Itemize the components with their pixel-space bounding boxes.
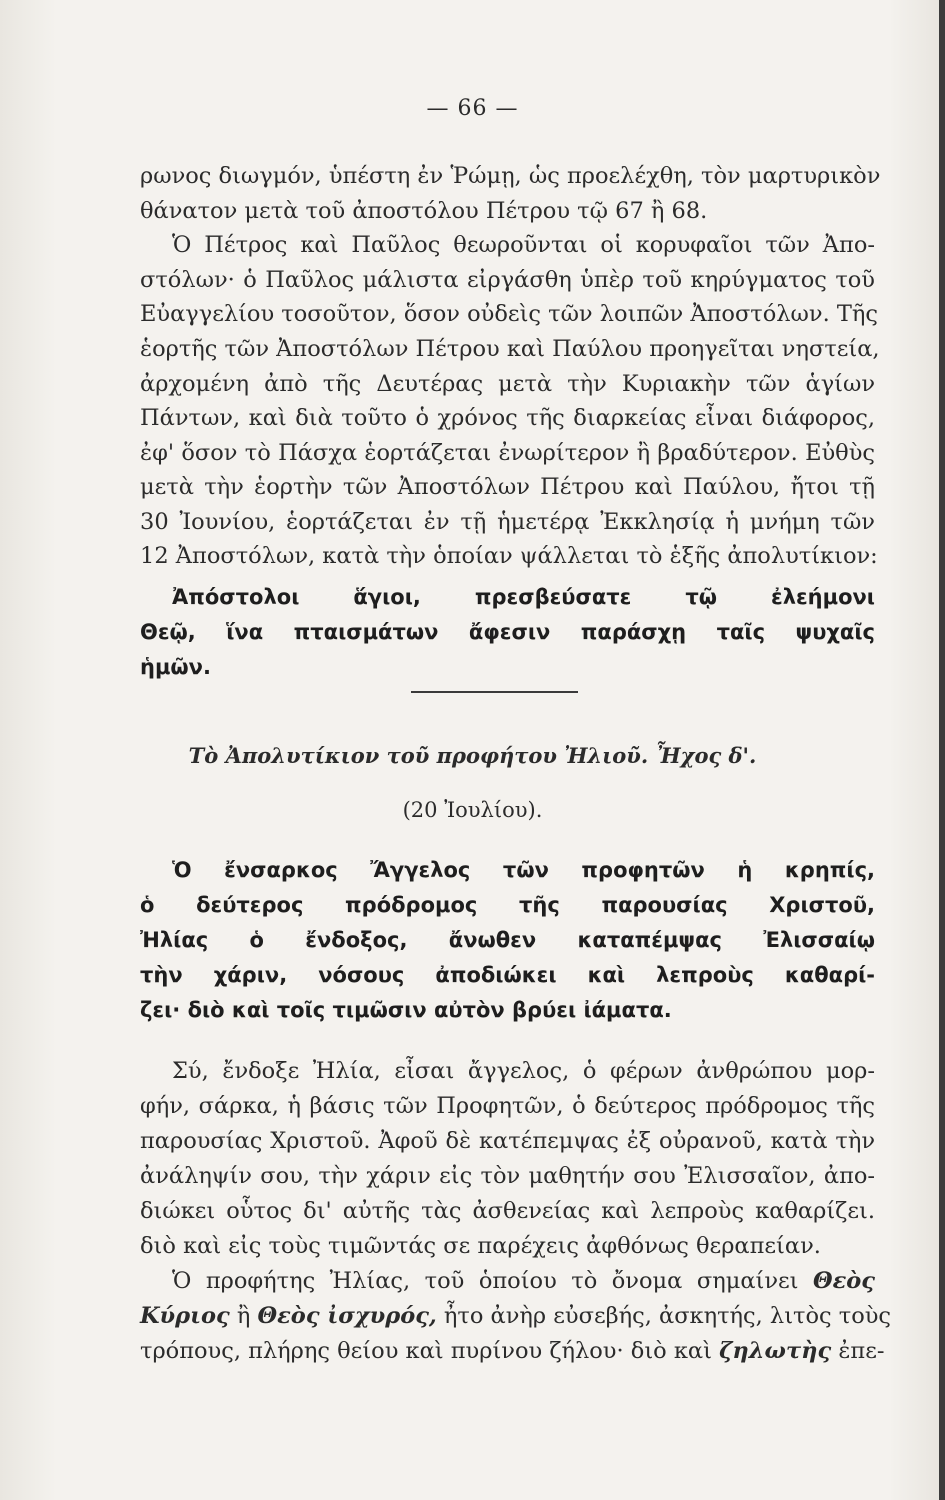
hymn-line: Ὁ ἔνσαρκος Ἄγγελος τῶν προφητῶν ἡ κρηπίς, — [172, 858, 875, 882]
hymn-line: τὴν χάριν, νόσους ἀποδιώκει καὶ λεπροὺς καθαρί- — [140, 963, 875, 987]
section-heading: Τὸ Ἀπολυτίκιον τοῦ προφήτου Ἠλιοῦ. Ἦχος δ'. — [188, 743, 757, 768]
feast-date: (20 Ἰουλίου). — [402, 798, 543, 822]
text-line: Πάντων, καὶ διὰ τοῦτο ὁ χρόνος τῆς διαρκείας εἶναι διάφορος, — [140, 405, 875, 431]
text-line — [140, 1336, 885, 1366]
hymn-line: Θεῷ, ἵνα πταισμάτων ἄφεσιν παράσχῃ ταῖς ψυχαῖς — [140, 620, 875, 644]
text-line: ἐφ' ὅσον τὸ Πάσχα ἑορτάζεται ἐνωρίτερον ἢ βραδύτερον. Εὐθὺς — [140, 440, 875, 466]
text-line: ρωνος διωγμόν, ὑπέστη ἐν Ῥώμῃ, ὡς προελέχθη, τὸν μαρτυρικὸν — [140, 163, 881, 189]
text-line: 12 Ἀποστόλων, κατὰ τὴν ὁποίαν ψάλλεται τὸ ἑξῆς ἀπολυτίκιον: — [140, 543, 878, 569]
emphasis: Θεὸς ἰσχυρός, — [257, 1303, 437, 1329]
text-run: τρόπους, πλήρης θείου καὶ πυρίνου ζήλου· διὸ καὶ — [140, 1338, 720, 1364]
hymn-line: Ἠλίας ὁ ἔνδοξος, ἄνωθεν καταπέμψας Ἐλισσαίῳ — [140, 928, 875, 952]
text-line: θάνατον μετὰ τοῦ ἀποστόλου Πέτρου τῷ 67 ἢ 68. — [140, 198, 708, 224]
hymn-line: ἡμῶν. — [140, 655, 211, 679]
text-line: 30 Ἰουνίου, ἑορτάζεται ἐν τῇ ἡμετέρᾳ Ἐκκλησίᾳ ἡ μνήμη τῶν — [140, 509, 875, 535]
text-run: Ὁ προφήτης Ἠλίας, τοῦ ὁποίου τὸ ὄνομα σημαίνει — [172, 1268, 799, 1294]
text-line: Ὁ Πέτρος καὶ Παῦλος θεωροῦνται οἱ κορυφαῖοι τῶν Ἀπο- — [172, 232, 875, 258]
emphasis: ζηλωτὴς — [719, 1338, 832, 1364]
text-line: Εὐαγγελίου τοσοῦτον, ὅσον οὐδεὶς τῶν λοιπῶν Ἀποστόλων. Τῆς — [140, 301, 878, 327]
text-run: ἦτο ἀνὴρ εὐσεβής, ἀσκητής, λιτὸς τοὺς — [436, 1303, 892, 1329]
text-line — [140, 1301, 892, 1331]
text-line: μετὰ τὴν ἑορτὴν τῶν Ἀποστόλων Πέτρου καὶ Παύλου, ἤτοι τῇ — [140, 474, 875, 500]
hymn-line: Ἀπόστολοι ἅγιοι, πρεσβεύσατε τῷ ἐλεήμονι — [172, 585, 875, 609]
text-line: ἑορτῆς τῶν Ἀποστόλων Πέτρου καὶ Παύλου προηγεῖται νηστεία, — [140, 336, 880, 362]
text-line: φήν, σάρκα, ἡ βάσις τῶν Προφητῶν, ὁ δεύτερος πρόδρομος τῆς — [140, 1093, 875, 1119]
text-line: Σύ, ἔνδοξε Ἠλία, εἶσαι ἄγγελος, ὁ φέρων ἀνθρώπου μορ- — [172, 1058, 875, 1084]
text-line: παρουσίας Χριστοῦ. Ἀφοῦ δὲ κατέπεμψας ἐξ οὐρανοῦ, κατὰ τὴν — [140, 1128, 875, 1154]
hymn-line: ὁ δεύτερος πρόδρομος τῆς παρουσίας Χριστοῦ, — [140, 893, 875, 917]
text-line: διώκει οὗτος δι' αὐτῆς τὰς ἀσθενείας καὶ λεπροὺς καθαρίζει. — [140, 1198, 875, 1224]
text-line: ἀνάληψίν σου, τὴν χάριν εἰς τὸν μαθητήν σου Ἐλισσαῖον, ἀπο- — [140, 1163, 875, 1189]
text-line: ἀρχομένη ἀπὸ τῆς Δευτέρας μετὰ τὴν Κυριακὴν τῶν ἁγίων — [140, 371, 875, 397]
hymn-line: ζει· διὸ καὶ τοῖς τιμῶσιν αὐτὸν βρύει ἰάματα. — [140, 998, 672, 1022]
text-line — [172, 1266, 875, 1296]
emphasis: Θεὸς — [813, 1268, 876, 1294]
text-run: ἢ — [229, 1303, 258, 1329]
page-number: — 66 — — [426, 96, 519, 121]
text-line: διὸ καὶ εἰς τοὺς τιμῶντάς σε παρέχεις ἀφθόνως θεραπείαν. — [140, 1233, 821, 1259]
text-run: ἐπε- — [831, 1338, 885, 1364]
text-line: στόλων· ὁ Παῦλος μάλιστα εἰργάσθη ὑπὲρ τοῦ κηρύγματος τοῦ — [140, 267, 875, 293]
section-divider — [411, 691, 578, 693]
emphasis: Κύριος — [140, 1303, 230, 1329]
